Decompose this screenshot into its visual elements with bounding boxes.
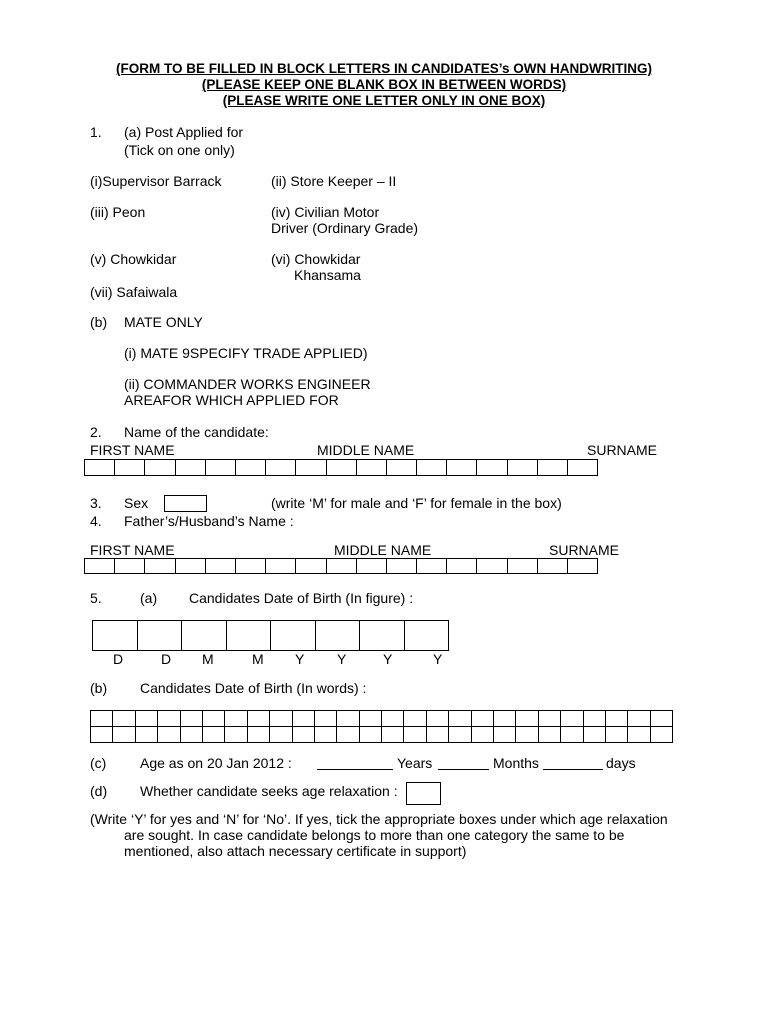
dob-word-letter-box[interactable] — [247, 726, 270, 743]
dob-word-letter-box[interactable] — [403, 726, 426, 743]
name-letter-box[interactable] — [84, 459, 115, 476]
dob-word-letter-box[interactable] — [650, 726, 673, 743]
name-letter-box[interactable] — [114, 459, 145, 476]
name-letter-box[interactable] — [235, 459, 266, 476]
dob-digit-box[interactable] — [315, 620, 361, 651]
header-line-2: (PLEASE KEEP ONE BLANK BOX IN BETWEEN WORDS) — [201, 77, 567, 92]
q1b-cwe-area[interactable]: (ii) COMMANDER WORKS ENGINEER — [124, 376, 371, 392]
dob-digit-box[interactable] — [226, 620, 272, 651]
dob-word-letter-box[interactable] — [90, 726, 113, 743]
dob-word-letter-box[interactable] — [471, 710, 494, 727]
dob-word-letter-box[interactable] — [426, 726, 449, 743]
name-letter-box[interactable] — [476, 459, 507, 476]
q1b-title: MATE ONLY — [124, 314, 203, 330]
father-name-letter-box[interactable] — [114, 558, 145, 574]
q5-note-line-1: (Write ‘Y’ for yes and ‘N’ for ‘No’. If yes, tick the appropriate boxes under which age relaxation — [90, 811, 668, 827]
post-option-6-cont: Khansama — [294, 267, 361, 283]
q5d-title: Whether candidate seeks age relaxation : — [140, 783, 398, 799]
dob-word-letter-box[interactable] — [157, 726, 180, 743]
q5b-label: (b) — [90, 680, 108, 696]
q4-number: 4. — [90, 513, 102, 529]
dob-format-letter: Y — [295, 651, 305, 667]
q1b-cwe-area-cont: AREAFOR WHICH APPLIED FOR — [124, 392, 339, 408]
father-name-letter-box[interactable] — [175, 558, 206, 574]
age-years-label: Years — [397, 755, 433, 771]
q5-number: 5. — [90, 590, 102, 606]
dob-word-letter-box[interactable] — [247, 710, 270, 727]
dob-word-letter-box[interactable] — [314, 710, 337, 727]
dob-word-letter-box[interactable] — [381, 710, 404, 727]
name-letter-box[interactable] — [295, 459, 326, 476]
father-name-letter-box[interactable] — [235, 558, 266, 574]
father-name-letter-box[interactable] — [567, 558, 598, 574]
dob-word-letter-box[interactable] — [538, 726, 561, 743]
dob-word-letter-box[interactable] — [336, 710, 359, 727]
father-name-letter-box[interactable] — [144, 558, 175, 574]
dob-word-letter-box[interactable] — [112, 726, 135, 743]
age-years-field[interactable] — [317, 769, 393, 770]
dob-word-letter-box[interactable] — [605, 710, 628, 727]
dob-digit-box[interactable] — [359, 620, 405, 651]
dob-word-letter-box[interactable] — [292, 726, 315, 743]
dob-digit-box[interactable] — [137, 620, 183, 651]
name-letter-box[interactable] — [175, 459, 206, 476]
q4-surname-label: SURNAME — [549, 542, 620, 558]
q5-note-line-2: are sought. In case candidate belongs to more than one category the same to be — [124, 827, 625, 843]
q5a-title: Candidates Date of Birth (In figure) : — [189, 590, 414, 606]
dob-figure-boxes[interactable] — [92, 620, 448, 650]
name-letter-box[interactable] — [205, 459, 236, 476]
dob-word-letter-box[interactable] — [314, 726, 337, 743]
q1-title: (a) Post Applied for — [124, 124, 244, 140]
father-name-letter-box[interactable] — [84, 558, 115, 574]
father-name-letter-box[interactable] — [416, 558, 447, 574]
name-letter-box[interactable] — [386, 459, 417, 476]
dob-word-letter-box[interactable] — [202, 710, 225, 727]
dob-word-letter-box[interactable] — [560, 710, 583, 727]
father-name-letter-box[interactable] — [446, 558, 477, 574]
dob-word-letter-box[interactable] — [180, 710, 203, 727]
dob-words-boxes[interactable] — [90, 710, 672, 742]
dob-word-letter-box[interactable] — [359, 710, 382, 727]
age-months-field[interactable] — [438, 769, 489, 770]
dob-word-letter-box[interactable] — [560, 726, 583, 743]
dob-word-letter-box[interactable] — [202, 726, 225, 743]
q5a-label: (a) — [140, 590, 158, 606]
q1b-trade[interactable]: (i) MATE 9SPECIFY TRADE APPLIED) — [124, 345, 368, 361]
dob-word-letter-box[interactable] — [112, 710, 135, 727]
dob-format-letter: Y — [337, 651, 347, 667]
post-option-2[interactable]: (ii) Store Keeper – II — [271, 173, 397, 189]
dob-word-letter-box[interactable] — [180, 726, 203, 743]
dob-word-letter-box[interactable] — [224, 710, 247, 727]
q2-surname-label: SURNAME — [587, 442, 658, 458]
father-name-boxes[interactable] — [84, 558, 597, 573]
dob-word-letter-box[interactable] — [157, 710, 180, 727]
dob-word-letter-box[interactable] — [269, 710, 292, 727]
dob-word-letter-box[interactable] — [493, 710, 516, 727]
dob-word-letter-box[interactable] — [627, 726, 650, 743]
q1b-label: (b) — [90, 314, 108, 330]
dob-word-letter-box[interactable] — [627, 710, 650, 727]
dob-word-letter-box[interactable] — [583, 710, 606, 727]
q5c-title: Age as on 20 Jan 2012 : — [140, 755, 292, 771]
post-option-3[interactable]: (iii) Peon — [90, 204, 146, 220]
candidate-name-boxes[interactable] — [84, 459, 597, 475]
q2-middle-name-label: MIDDLE NAME — [317, 442, 415, 458]
q5b-title: Candidates Date of Birth (In words) : — [140, 680, 367, 696]
dob-word-letter-box[interactable] — [538, 710, 561, 727]
dob-word-letter-box[interactable] — [515, 726, 538, 743]
dob-digit-box[interactable] — [181, 620, 227, 651]
father-name-letter-box[interactable] — [265, 558, 296, 574]
dob-digit-box[interactable] — [92, 620, 138, 651]
name-letter-box[interactable] — [265, 459, 296, 476]
dob-word-letter-box[interactable] — [650, 710, 673, 727]
sex-input-box[interactable] — [164, 495, 207, 512]
father-name-letter-box[interactable] — [326, 558, 357, 574]
dob-word-letter-box[interactable] — [269, 726, 292, 743]
q3-number: 3. — [90, 495, 102, 511]
post-option-7[interactable]: (vii) Safaiwala — [90, 284, 178, 300]
dob-word-letter-box[interactable] — [224, 726, 247, 743]
dob-word-letter-box[interactable] — [426, 710, 449, 727]
q1-number: 1. — [90, 124, 102, 140]
header-line-3: (PLEASE WRITE ONE LETTER ONLY IN ONE BOX) — [222, 93, 546, 108]
post-option-1[interactable]: (i)Supervisor Barrack — [90, 173, 222, 189]
dob-word-letter-box[interactable] — [448, 710, 471, 727]
dob-word-letter-box[interactable] — [336, 726, 359, 743]
dob-word-letter-box[interactable] — [381, 726, 404, 743]
dob-format-letter: M — [202, 651, 214, 667]
father-name-letter-box[interactable] — [507, 558, 538, 574]
name-letter-box[interactable] — [356, 459, 387, 476]
post-option-4[interactable]: (iv) Civilian Motor — [271, 204, 380, 220]
q3-note: (write ‘M’ for male and ‘F’ for female in the box) — [271, 495, 562, 511]
name-letter-box[interactable] — [446, 459, 477, 476]
dob-word-letter-box[interactable] — [90, 710, 113, 727]
father-name-letter-box[interactable] — [205, 558, 236, 574]
post-option-5[interactable]: (v) Chowkidar — [90, 251, 177, 267]
dob-format-letter: Y — [383, 651, 393, 667]
name-letter-box[interactable] — [144, 459, 175, 476]
q4-label: Father’s/Husband’s Name : — [124, 513, 294, 529]
father-name-letter-box[interactable] — [295, 558, 326, 574]
header-line-1: (FORM TO BE FILLED IN BLOCK LETTERS IN CANDIDATES’s OWN HANDWRITING) — [116, 61, 652, 76]
dob-word-letter-box[interactable] — [135, 726, 158, 743]
father-name-letter-box[interactable] — [476, 558, 507, 574]
name-letter-box[interactable] — [507, 459, 538, 476]
dob-word-letter-box[interactable] — [471, 726, 494, 743]
q5c-label: (c) — [90, 755, 107, 771]
dob-format-letter: M — [252, 651, 264, 667]
dob-format-letter: D — [113, 651, 124, 667]
name-letter-box[interactable] — [326, 459, 357, 476]
father-name-letter-box[interactable] — [386, 558, 417, 574]
q2-title: Name of the candidate: — [124, 424, 269, 440]
dob-digit-box[interactable] — [270, 620, 316, 651]
dob-word-letter-box[interactable] — [515, 710, 538, 727]
dob-word-letter-box[interactable] — [403, 710, 426, 727]
q4-first-name-label: FIRST NAME — [90, 542, 175, 558]
name-letter-box[interactable] — [567, 459, 598, 476]
dob-word-letter-box[interactable] — [583, 726, 606, 743]
q1-subtitle: (Tick on one only) — [124, 142, 235, 158]
dob-word-letter-box[interactable] — [135, 710, 158, 727]
dob-word-letter-box[interactable] — [359, 726, 382, 743]
age-months-label: Months — [493, 755, 539, 771]
dob-digit-box[interactable] — [404, 620, 450, 651]
dob-word-letter-box[interactable] — [493, 726, 516, 743]
father-name-letter-box[interactable] — [356, 558, 387, 574]
father-name-letter-box[interactable] — [537, 558, 568, 574]
dob-word-letter-box[interactable] — [605, 726, 628, 743]
q5d-label: (d) — [90, 783, 108, 799]
dob-format-letter: D — [161, 651, 172, 667]
name-letter-box[interactable] — [416, 459, 447, 476]
q2-first-name-label: FIRST NAME — [90, 442, 175, 458]
q2-number: 2. — [90, 424, 102, 440]
post-option-6[interactable]: (vi) Chowkidar — [271, 251, 361, 267]
dob-word-letter-box[interactable] — [292, 710, 315, 727]
dob-word-letter-box[interactable] — [448, 726, 471, 743]
dob-format-letter: Y — [433, 651, 443, 667]
q5-note-line-3: mentioned, also attach necessary certificate in support) — [124, 843, 467, 859]
age-days-label: days — [606, 755, 636, 771]
q3-label: Sex — [124, 495, 149, 511]
name-letter-box[interactable] — [537, 459, 568, 476]
age-days-field[interactable] — [543, 769, 603, 770]
age-relaxation-box[interactable] — [406, 782, 441, 805]
q4-middle-name-label: MIDDLE NAME — [334, 542, 432, 558]
post-option-4-cont: Driver (Ordinary Grade) — [271, 220, 419, 236]
